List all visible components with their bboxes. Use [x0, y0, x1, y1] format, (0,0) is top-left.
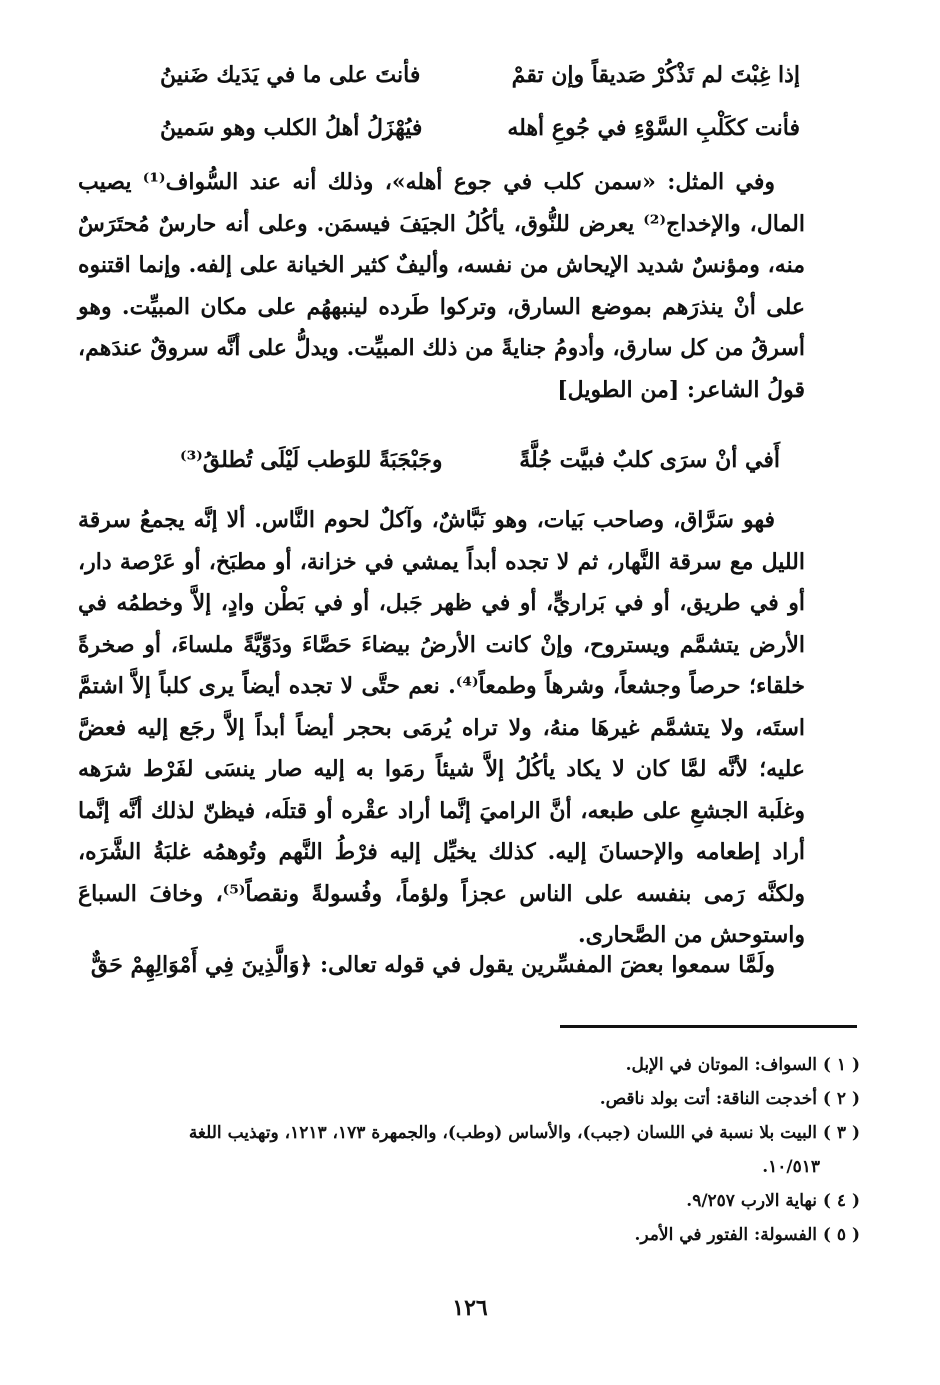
paragraph-1: وفي المثل: «سمن كلب في جوع أهله»، وذلك أنه عند السُّواف⁽¹⁾ يصيب المال، والإخداج⁽²⁾ يعرض للنُّوق، يأكُلُ الجيَفَ فيسمَن. وعلى أنه حارسٌ مُحتَرَسٌ منه، ومؤنسٌ شديد الإيحاش من نفسه، وأليفٌ كثير الخيانة على إلفه. وإنما اقتنوه على أنْ ينذرَهم بموضع السارق، وتركوا طَرده لينبههُم على مكان المبيِّت. وهو أسرقُ من كل سارق، وأدومُ جنايةً من ذلك المبيِّت. ويدلُّ على أنَّه سروقٌ عندَهم، قولُ الشاعر: [من الطويل]	[78, 169, 806, 403]
footnote-3-continuation: ١٠/٥١٣.	[762, 1157, 820, 1177]
page-number: ١٢٦	[452, 1295, 488, 1321]
paragraph-3: ولَمَّا سمعوا بعضَ المفسِّرين يقول في قوله تعالى: ﴿وَالَّذِينَ فِي أَمْوَالِهِمْ حَقٌّ	[90, 952, 775, 978]
verse-3-second-hemistich: وجَبْجَبَةً للوَطب لَيْلَى تُطلقُ⁽³⁾	[180, 447, 443, 473]
verse-2-second-hemistich: فيُهْزَلُ أهلُ الكلب وهو سَمينُ	[160, 115, 423, 141]
verse-1-second-hemistich: فأنتَ على ما في يَدَيك ضَنينُ	[160, 62, 421, 88]
footnote-5-number: ( ٥ )	[822, 1225, 860, 1245]
footnote-5-text: الفسولة: الفتور في الأمر.	[634, 1225, 817, 1245]
paragraph-1-block	[78, 162, 805, 411]
verse-1-first-hemistich: إذا غِبْتَ لم تَذْكُرْ صَديقاً وإن تقمْ	[511, 62, 800, 88]
footnote-3-text: البيت بلا نسبة في اللسان (جبب)، والأساس (وطب)، والجمهرة ١٧٣، ١٢١٣، وتهذيب اللغة	[188, 1123, 817, 1143]
footnotes	[78, 1048, 860, 1252]
verse-2-first-hemistich: فأنت ككَلْبِ السَّوْءِ في جُوعِ أهله	[507, 115, 800, 141]
footnote-1-text: السواف: الموتان في الإبل.	[625, 1055, 817, 1075]
verse-line-1	[160, 55, 800, 95]
verse-3-first-hemistich: أَفي أنْ سرَى كلبٌ فبيَّت جُلَّةً	[519, 447, 780, 473]
verse-line-3	[180, 440, 780, 480]
footnote-4	[78, 1184, 860, 1218]
paragraph-2: فهو سَرَّاق، وصاحب بَيات، وهو نَبَّاشٌ، وآكلٌ لحوم النَّاس. ألا إنَّه يجمعُ سرقة الليل مع سرقة النَّهار، ثم لا تجده أبداً يمشي في خزانة، أو مطبَخ، أو عَرْصة دار، أو في طريق، أو في بَراريٍّ، أو في ظهر جَبل، أو في بَطْن وادٍ، إلاَّ وخطمُه في الأرض يتشمَّم ويستروح، وإنْ كانت الأرضُ بيضاءَ حَصَّاءَ ودَوِّيَّةً ملساءَ، أو صخرةً خلقاء؛ حرصاً وجشعاً، وشرهاً وطمعاً⁽⁴⁾. نعم حتَّى لا تجده أيضاً يرى كلباً إلاَّ اشتمَّ استَه، ولا يتشمَّم غيرهَا منهُ، ولا تراه يُرمَى بحجر أيضاً أبداً إلاَّ رجَع إليه فعضَّ عليه؛ لأنَّه لمَّا كان لا يكاد يأكُلُ إلاَّ شيئاً رمَوا به إليه صار ينسَى لفَرْط شرَهه وغلَبة الجشعِ على طبعه، أنَّ الراميَ إنَّما أراد عقْره أو قتلَه، فيظنّ لذلك أنَّه إنَّما أراد إطعامه والإحسانَ إليه. كذلك يخيِّل إليه فرْطُ النَّهم وتُوهمُه غلبَةُ الشَّرَه، ولكنَّه رَمى بنفسه على الناس عجزاً ولؤماً، وفُسولةً ونقصاً⁽⁵⁾، وخافَ السباعَ واستوحش من الصَّحارى.	[78, 507, 805, 948]
footnote-1-number: ( ١ )	[822, 1055, 860, 1075]
footnote-2	[78, 1082, 860, 1116]
footnote-2-text: أخدجت الناقة: أتت بولد ناقص.	[599, 1089, 817, 1109]
footnote-4-number: ( ٤ )	[822, 1191, 860, 1211]
paragraph-3-block	[78, 945, 805, 987]
footnote-1	[78, 1048, 860, 1082]
footnote-separator	[560, 1025, 857, 1028]
footnote-2-number: ( ٢ )	[822, 1089, 860, 1109]
footnote-5	[78, 1218, 860, 1252]
footnote-4-text: نهاية الارب ٩/٢٥٧.	[686, 1191, 817, 1211]
paragraph-2-block	[78, 500, 805, 957]
footnote-3-number: ( ٣ )	[822, 1123, 860, 1143]
footnote-3	[78, 1116, 860, 1150]
verse-line-2	[160, 108, 800, 148]
